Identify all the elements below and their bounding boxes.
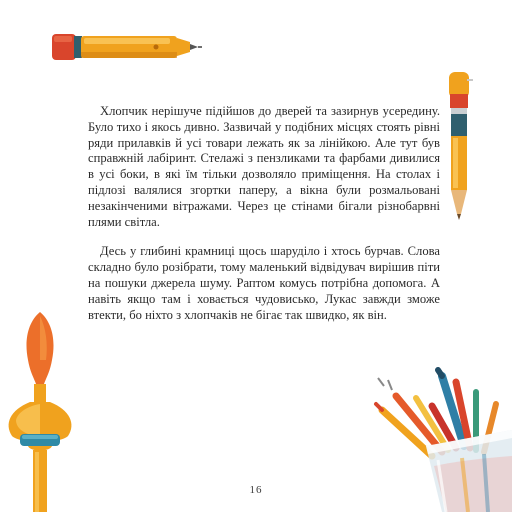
page-number: 16 [249,484,263,496]
paintbrush-handle-illustration [0,308,80,512]
pencil-illustration [440,68,480,224]
marker-pen-illustration [48,24,208,74]
paragraph-2: Десь у глибині крамниці щось шаруділо і хтось бурчав. Слова складно було розібрати, тому маленький відвідувач вирішив піти на пошуки джерела шуму. Раптом комусь потрібна допомога. А навіть якщо там і ховається чудовисько, Лукас завжди зможе втекти, бо ніхто з хлопчаків не бігає так швидко, як він. [88,244,440,322]
paragraph-1: Хлопчик нерішуче підійшов до дверей та зазирнув усередину. Було тихо і якось дивно. Зазвичай у подібних місцях стоять рівні ряди прилавків й усі товари лежать як за лінійкою. Але тут був справжній лабіринт. Стелажі з пензликами та фарбами дивилися в усі боки, в які їм тільки дозволяло приміщення. На столах і підлозі валялися згортки паперу, а вікна були розмальовані незакінченими вітражами. Через це стінами бігали різнобарвні плями світла. [88,104,440,229]
story-text [88,104,440,323]
